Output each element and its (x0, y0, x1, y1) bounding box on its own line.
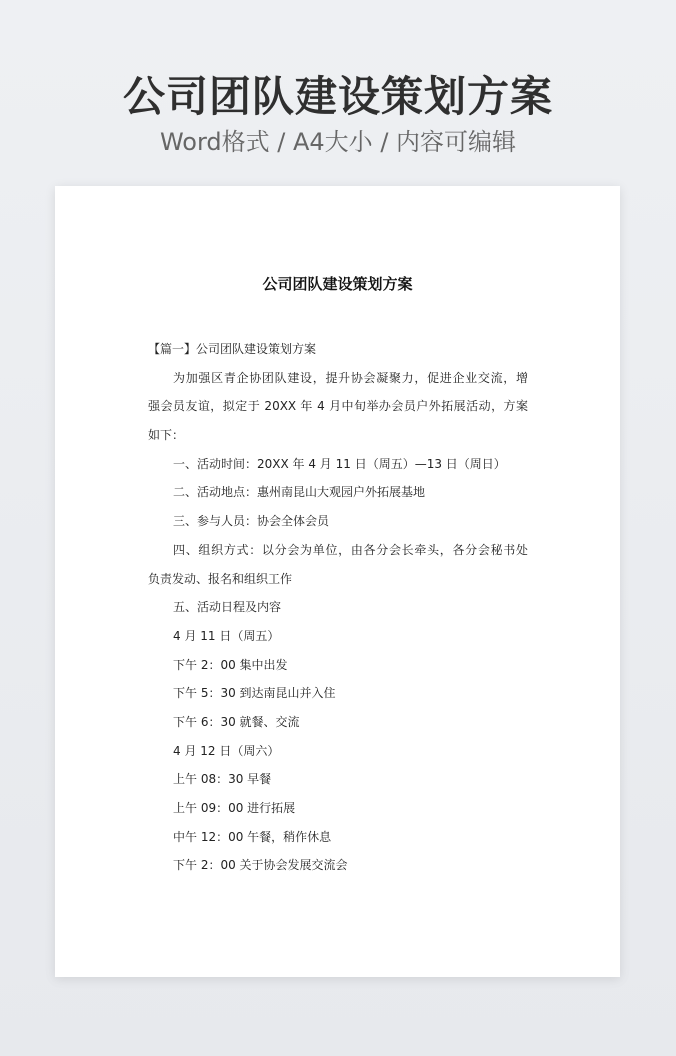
banner-subtitle: Word格式 / A4大小 / 内容可编辑 (159, 128, 517, 156)
schedule-event: 下午 2：00 关于协会发展交流会 (173, 858, 348, 873)
schedule-day: 4 月 12 日（周六） (173, 743, 280, 758)
document-body (148, 335, 528, 880)
intro-paragraph-line: 强会员友谊，拟定于 20XX 年 4 月中旬举办会员户外拓展活动，方案 (148, 399, 528, 414)
schedule-event: 下午 6：30 就餐、交流 (173, 714, 300, 729)
schedule-heading: 五、活动日程及内容 (173, 600, 282, 615)
schedule-day: 4 月 11 日（周五） (173, 628, 280, 643)
schedule-event: 上午 08：30 早餐 (173, 772, 272, 787)
schedule-event: 中午 12：00 午餐，稍作休息 (173, 829, 332, 844)
intro-paragraph-line: 如下： (148, 428, 185, 443)
document-page (55, 186, 620, 977)
organization-method-line: 四、组织方式：以分会为单位，由各分会长牵头，各分会秘书处 (173, 542, 528, 557)
activity-location: 二、活动地点：惠州南昆山大观园户外拓展基地 (173, 485, 426, 500)
intro-paragraph-line: 为加强区青企协团队建设，提升协会凝聚力，促进企业交流，增 (173, 370, 528, 385)
document-title: 公司团队建设策划方案 (262, 275, 413, 293)
organization-method-line: 负责发动、报名和组织工作 (148, 571, 293, 586)
section-heading: 【篇一】公司团队建设策划方案 (148, 342, 317, 356)
schedule-event: 下午 2：00 集中出发 (173, 657, 288, 672)
banner-title: 公司团队建设策划方案 (122, 72, 553, 121)
schedule-event: 上午 09：00 进行拓展 (173, 801, 296, 815)
activity-time: 一、活动时间：20XX 年 4 月 11 日（周五）—13 日（周日） (173, 456, 506, 471)
schedule-event: 下午 5：30 到达南昆山并入住 (173, 686, 336, 701)
participants: 三、参与人员：协会全体会员 (173, 514, 330, 529)
